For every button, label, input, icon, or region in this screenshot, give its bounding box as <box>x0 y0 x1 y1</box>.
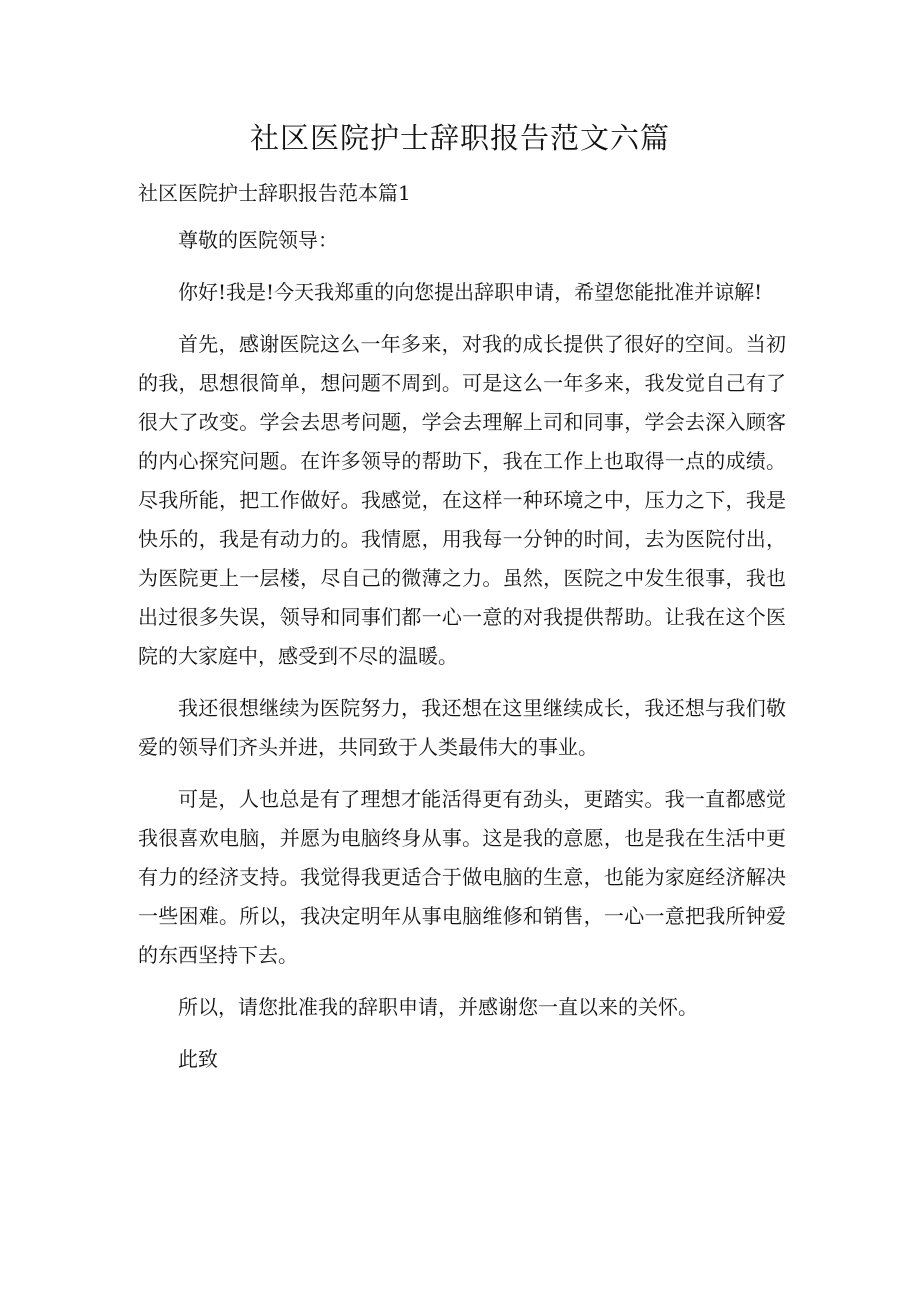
reason-paragraph: 可是，人也总是有了理想才能活得更有劲头，更踏实。我一直都感觉我很喜欢电脑，并愿为电脑终身从事。这是我的意愿，也是我在生活中更有力的经济支持。我觉得我更适合于做电脑的生意，也能为家庭经济解决一些困难。所以，我决定明年从事电脑维修和销售，一心一意把我所钟爱的东西坚持下去。 <box>138 787 786 967</box>
greeting-paragraph: 你好!我是!今天我郑重的向您提出辞职申请，希望您能批准并谅解! <box>178 280 763 304</box>
request-paragraph: 所以，请您批准我的辞职申请，并感谢您一直以来的关怀。 <box>178 995 698 1019</box>
section-heading: 社区医院护士辞职报告范本篇1 <box>138 181 411 205</box>
document-title: 社区医院护士辞职报告范文六篇 <box>249 121 670 155</box>
salutation: 尊敬的医院领导： <box>178 228 338 252</box>
aspiration-paragraph: 我还很想继续为医院努力，我还想在这里继续成长，我还想与我们敬爱的领导们齐头并进，共同致于人类最伟大的事业。 <box>138 696 786 759</box>
closing-line: 此致 <box>178 1047 218 1071</box>
document-body <box>138 221 786 1092</box>
gratitude-paragraph: 首先，感谢医院这么一年多来，对我的成长提供了很好的空间。当初的我，思想很简单，想问题不周到。可是这么一年多来，我发觉自己有了很大了改变。学会去思考问题，学会去理解上司和同事，学会去深入顾客的内心探究问题。在许多领导的帮助下，我在工作上也取得一点的成绩。尽我所能，把工作做好。我感觉，在这样一种环境之中，压力之下，我是快乐的，我是有动力的。我情愿，用我每一分钟的时间，去为医院付出，为医院更上一层楼，尽自己的微薄之力。虽然，医院之中发生很事，我也出过很多失误，领导和同事们都一心一意的对我提供帮助。让我在这个医院的大家庭中，感受到不尽的温暖。 <box>138 332 786 668</box>
